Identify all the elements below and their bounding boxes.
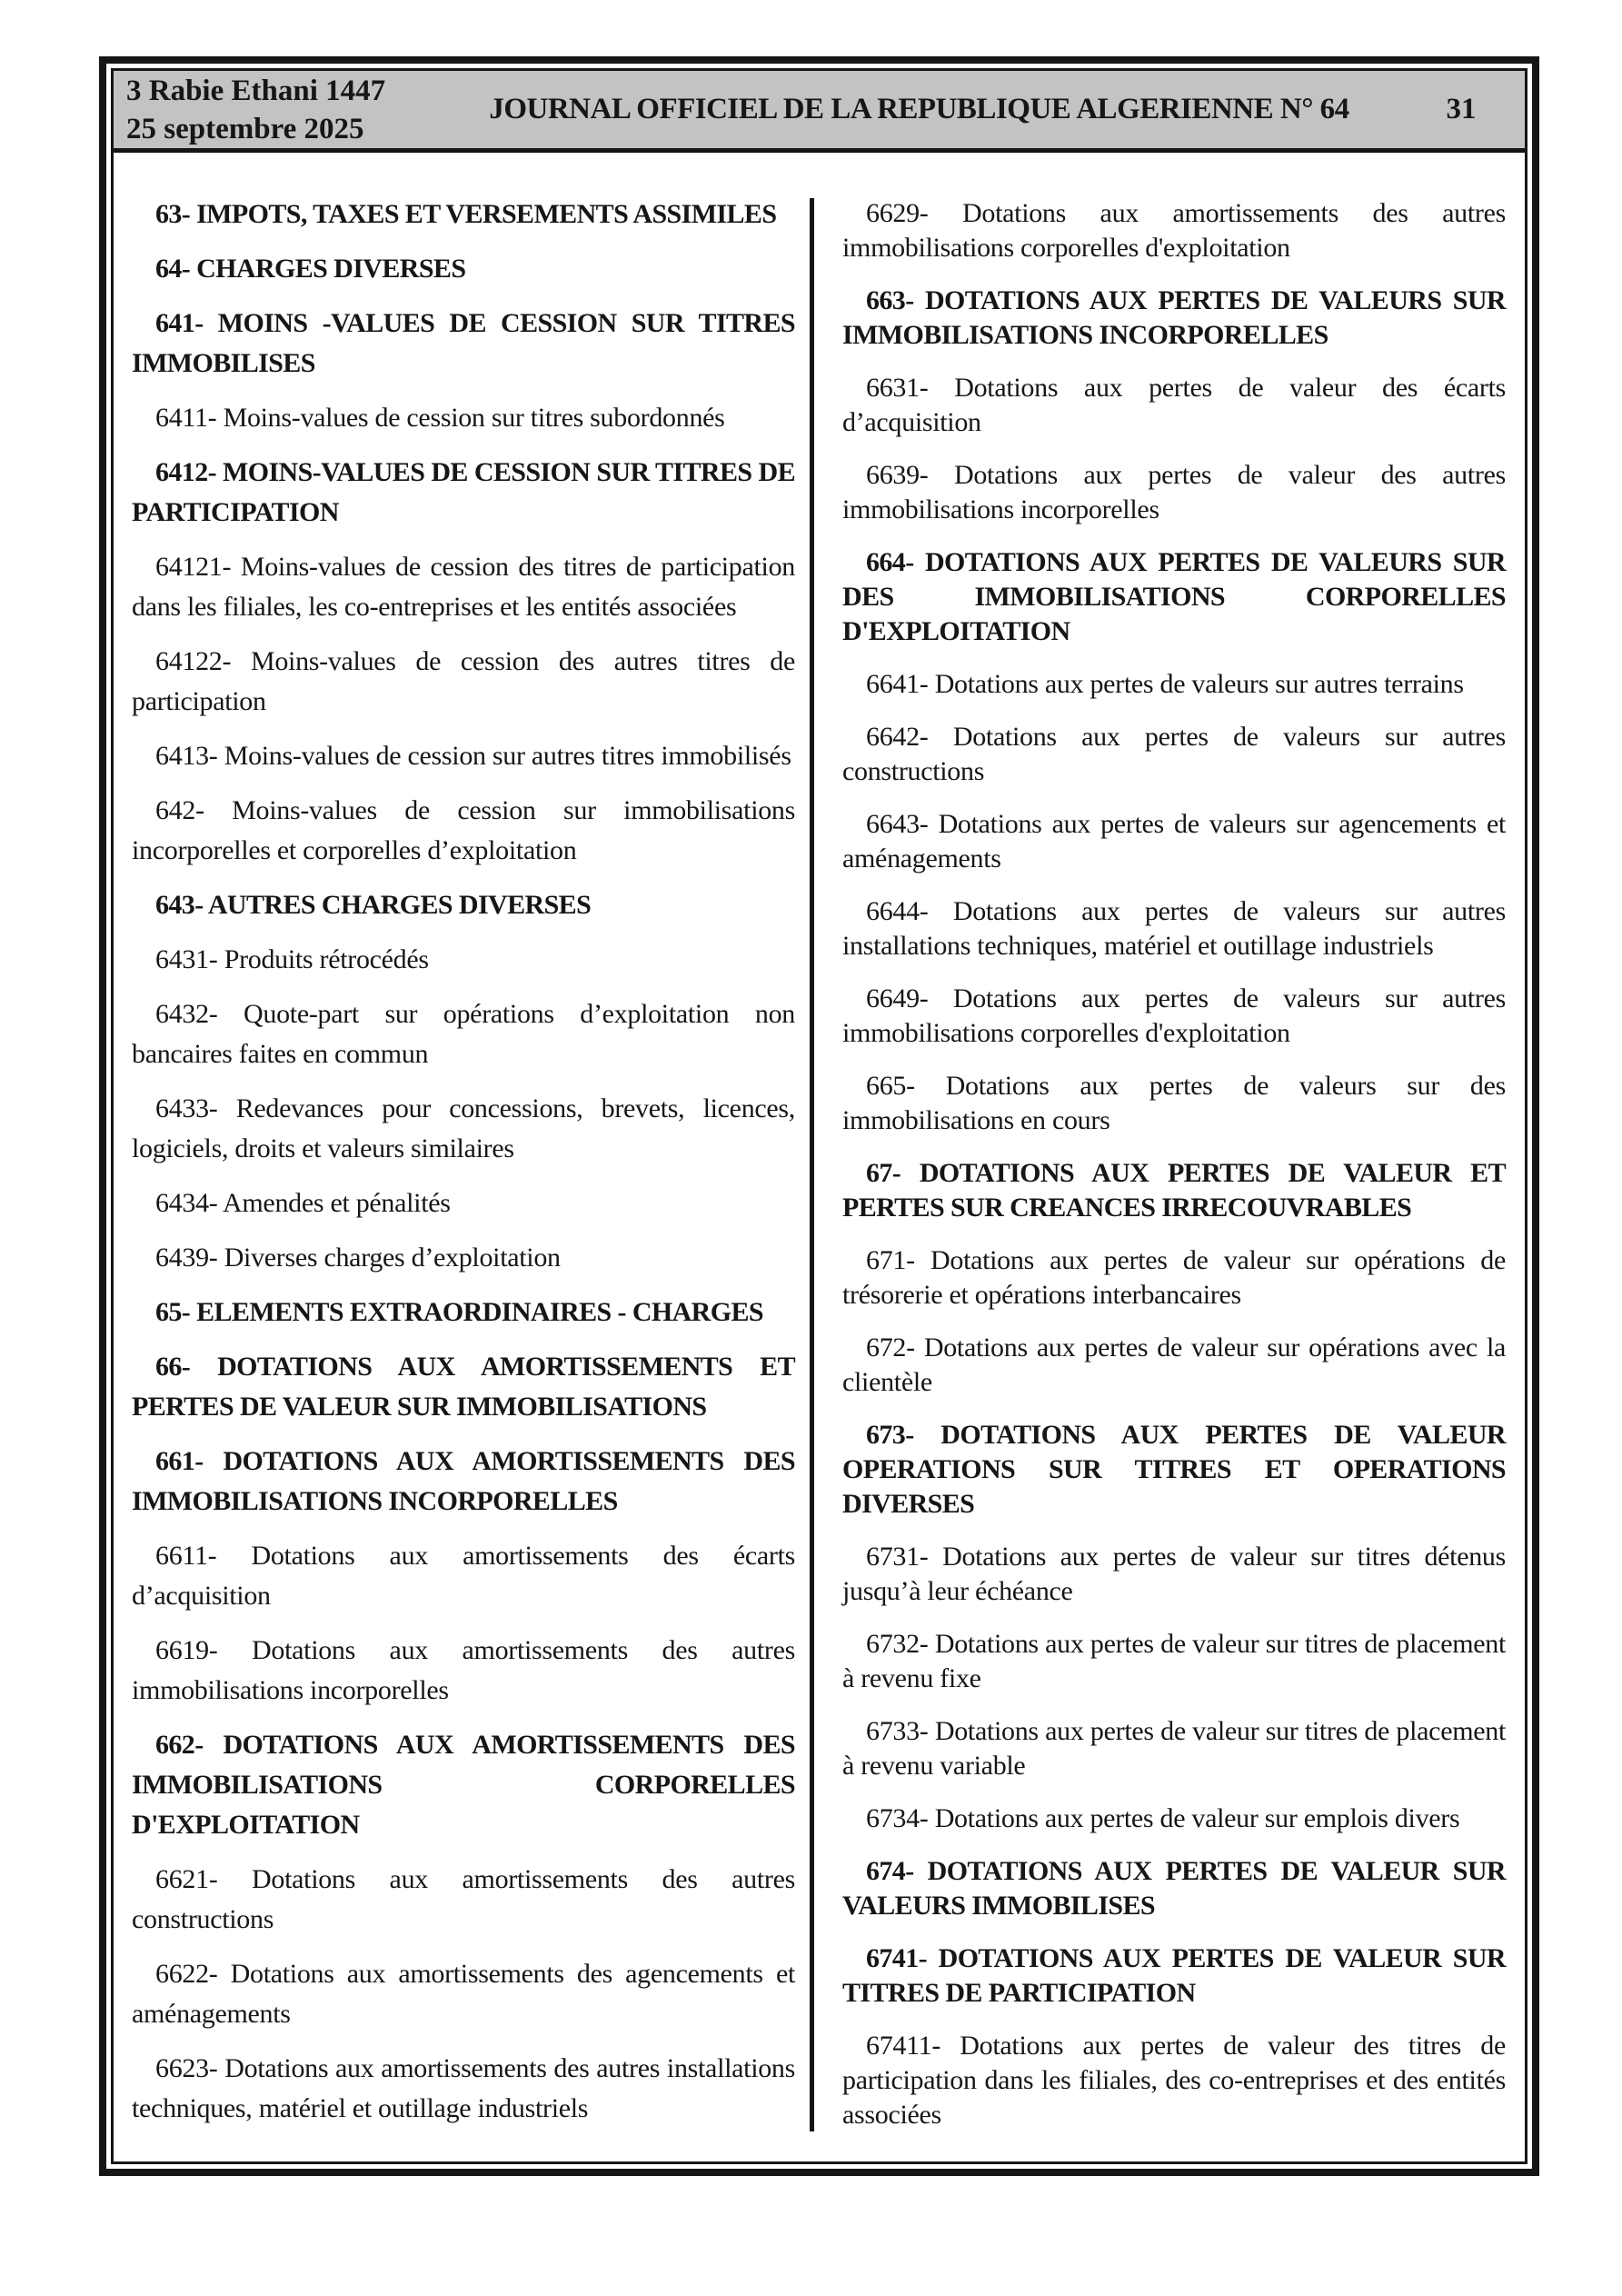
account-item: 672- Dotations aux pertes de valeur sur opérations avec la clientèle [842, 1333, 1506, 1397]
account-item: 64122- Moins-values de cession des autres titres de participation [132, 646, 795, 716]
account-item: 6631- Dotations aux pertes de valeur des écarts d’acquisition [842, 373, 1506, 437]
page-border-outer [99, 56, 1539, 2176]
account-item: 6643- Dotations aux pertes de valeurs sur agencements et aménagements [842, 809, 1506, 873]
page-border-inner [111, 68, 1527, 2164]
account-heading: 661- DOTATIONS AUX AMORTISSEMENTS DES IMMOBILISATIONS INCORPORELLES [132, 1446, 795, 1516]
account-heading: 662- DOTATIONS AUX AMORTISSEMENTS DES IMMOBILISATIONS CORPORELLES D'EXPLOITATION [132, 1730, 795, 1840]
account-item: 6641- Dotations aux pertes de valeurs sur autres terrains [866, 669, 1464, 699]
account-heading: 66- DOTATIONS AUX AMORTISSEMENTS ET PERTES DE VALEUR SUR IMMOBILISATIONS [132, 1352, 795, 1422]
left-column [132, 195, 795, 2143]
page-number: 31 [1446, 93, 1477, 125]
date-hijri: 3 Rabie Ethani 1447 [126, 74, 386, 107]
account-item: 6622- Dotations aux amortissements des agencements et aménagements [132, 1959, 795, 2029]
account-heading: 64- CHARGES DIVERSES [155, 254, 466, 284]
account-item: 6611- Dotations aux amortissements des écarts d’acquisition [132, 1541, 795, 1611]
account-item: 6629- Dotations aux amortissements des autres immobilisations corporelles d'exploitation [842, 198, 1506, 263]
account-heading: 6412- MOINS-VALUES DE CESSION SUR TITRES DE PARTICIPATION [132, 457, 795, 527]
account-item: 6431- Produits rétrocédés [155, 944, 429, 974]
account-item: 6621- Dotations aux amortissements des autres constructions [132, 1864, 795, 1934]
account-item: 6432- Quote-part sur opérations d’exploitation non bancaires faites en commun [132, 999, 795, 1069]
account-item: 6413- Moins-values de cession sur autres titres immobilisés [155, 741, 791, 771]
account-item: 6619- Dotations aux amortissements des autres immobilisations incorporelles [132, 1635, 795, 1705]
journal-title: JOURNAL OFFICIEL DE LA REPUBLIQUE ALGERIENNE N° 64 [489, 93, 1349, 125]
account-heading: 673- DOTATIONS AUX PERTES DE VALEUR OPERATIONS SUR TITRES ET OPERATIONS DIVERSES [842, 1420, 1506, 1519]
account-item: 6732- Dotations aux pertes de valeur sur titres de placement à revenu fixe [842, 1629, 1506, 1693]
account-item: 64121- Moins-values de cession des titres de participation dans les filiales, les co-entreprises et les entités associées [132, 552, 795, 622]
account-item: 6731- Dotations aux pertes de valeur sur titres détenus jusqu’à leur échéance [842, 1542, 1506, 1606]
account-item: 6733- Dotations aux pertes de valeur sur titres de placement à revenu variable [842, 1716, 1506, 1781]
account-item: 6734- Dotations aux pertes de valeur sur emplois divers [866, 1803, 1460, 1833]
account-item: 6644- Dotations aux pertes de valeurs sur autres installations techniques, matériel et outillage industriels [842, 896, 1506, 961]
page-body [114, 153, 1525, 2161]
account-item: 665- Dotations aux pertes de valeurs sur des immobilisations en cours [842, 1071, 1506, 1135]
account-heading: 663- DOTATIONS AUX PERTES DE VALEURS SUR IMMOBILISATIONS INCORPORELLES [842, 285, 1506, 350]
account-heading: 664- DOTATIONS AUX PERTES DE VALEURS SUR DES IMMOBILISATIONS CORPORELLES D'EXPLOITATION [842, 547, 1506, 646]
account-item: 6434- Amendes et pénalités [155, 1188, 451, 1218]
account-item: 6433- Redevances pour concessions, brevets, licences, logiciels, droits et valeurs similaires [132, 1093, 795, 1163]
account-item: 6623- Dotations aux amortissements des autres installations techniques, matériel et outillage industriels [132, 2053, 795, 2123]
account-heading: 63- IMPOTS, TAXES ET VERSEMENTS ASSIMILES [155, 199, 777, 229]
account-item: 6642- Dotations aux pertes de valeurs sur autres constructions [842, 722, 1506, 786]
account-heading: 65- ELEMENTS EXTRAORDINAIRES - CHARGES [155, 1297, 763, 1327]
account-heading: 6741- DOTATIONS AUX PERTES DE VALEUR SUR TITRES DE PARTICIPATION [842, 1943, 1506, 2008]
journal-header [114, 71, 1525, 153]
account-item: 6639- Dotations aux pertes de valeur des autres immobilisations incorporelles [842, 460, 1506, 524]
account-item: 6439- Diverses charges d’exploitation [155, 1243, 561, 1273]
account-heading: 643- AUTRES CHARGES DIVERSES [155, 890, 592, 920]
date-gregorian: 25 septembre 2025 [126, 112, 364, 145]
account-item: 6649- Dotations aux pertes de valeurs sur autres immobilisations corporelles d'exploitation [842, 983, 1506, 1048]
issue-date-block [114, 72, 441, 148]
right-column [842, 196, 1506, 2151]
account-item: 6411- Moins-values de cession sur titres subordonnés [155, 403, 725, 433]
account-item: 67411- Dotations aux pertes de valeur des titres de participation dans les filiales, des co-entreprises et des entités associées [842, 2031, 1506, 2130]
account-heading: 674- DOTATIONS AUX PERTES DE VALEUR SUR VALEURS IMMOBILISES [842, 1856, 1506, 1921]
account-item: 671- Dotations aux pertes de valeur sur opérations de trésorerie et opérations interbancaires [842, 1245, 1506, 1310]
account-heading: 641- MOINS -VALUES DE CESSION SUR TITRES IMMOBILISES [132, 308, 795, 378]
account-heading: 67- DOTATIONS AUX PERTES DE VALEUR ET PERTES SUR CREANCES IRRECOUVRABLES [842, 1158, 1506, 1223]
account-item: 642- Moins-values de cession sur immobilisations incorporelles et corporelles d’exploitation [132, 795, 795, 865]
column-divider [810, 198, 814, 2131]
